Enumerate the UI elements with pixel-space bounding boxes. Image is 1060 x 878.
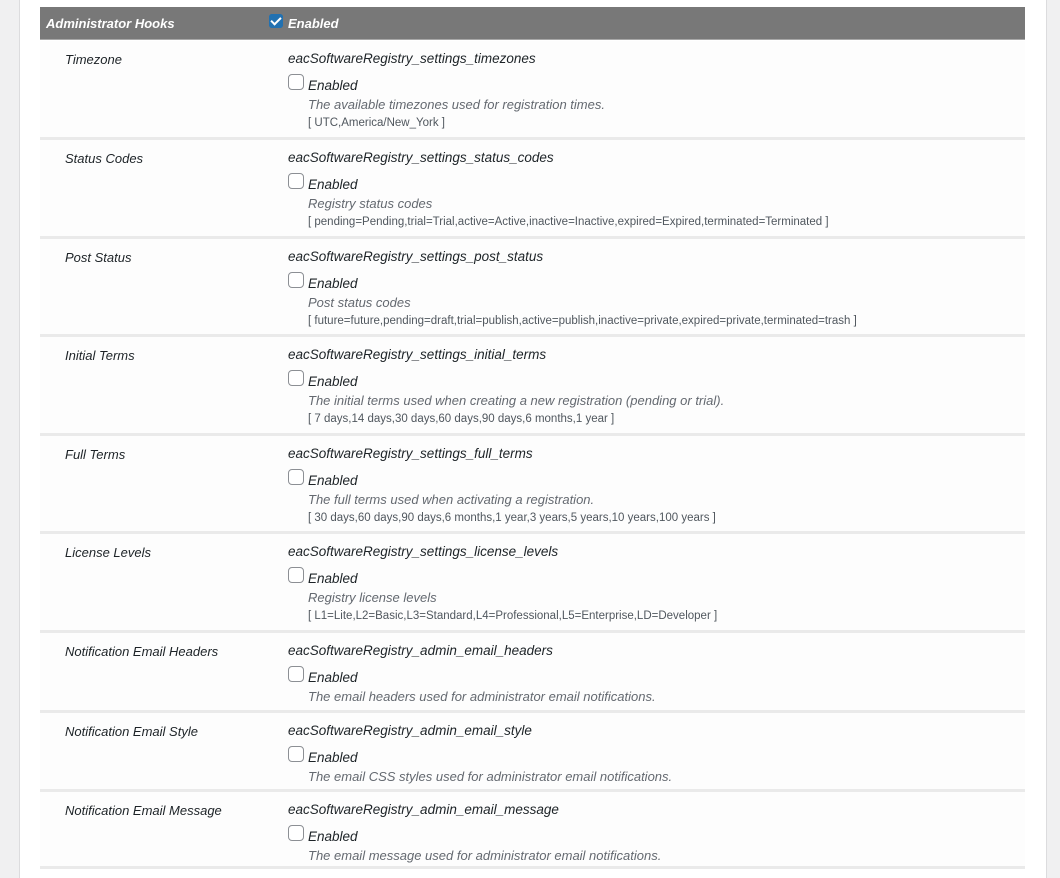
hook-name: eacSoftwareRegistry_admin_email_message (288, 802, 559, 817)
enabled-label[interactable]: Enabled (308, 571, 358, 586)
row-label: Full Terms (65, 447, 126, 462)
enabled-checkbox[interactable] (288, 272, 304, 288)
enabled-checkbox[interactable] (288, 370, 304, 386)
hook-row-license-levels (40, 534, 1025, 633)
section-enabled-label[interactable]: Enabled (288, 16, 339, 31)
hook-name: eacSoftwareRegistry_settings_timezones (288, 51, 536, 66)
hook-name: eacSoftwareRegistry_admin_email_headers (288, 643, 553, 658)
hook-name: eacSoftwareRegistry_settings_license_levels (288, 544, 559, 559)
row-label: License Levels (65, 545, 151, 560)
row-label: Notification Email Style (65, 724, 198, 739)
hook-row-post-status (40, 239, 1025, 337)
hook-values: [ pending=Pending,trial=Trial,active=Active,inactive=Inactive,expired=Expired,terminated=Terminated ] (308, 216, 829, 228)
enabled-label[interactable]: Enabled (308, 276, 358, 291)
administrator-hooks-table (40, 7, 1025, 863)
hook-values: [ L1=Lite,L2=Basic,L3=Standard,L4=Professional,L5=Enterprise,LD=Developer ] (308, 610, 718, 622)
checkmark-icon (269, 14, 283, 28)
hook-row-status-codes (40, 140, 1025, 239)
enabled-checkbox[interactable] (288, 74, 304, 90)
hook-name: eacSoftwareRegistry_settings_full_terms (288, 446, 533, 461)
hook-description: The available timezones used for registration times. (308, 97, 605, 112)
hook-name: eacSoftwareRegistry_admin_email_style (288, 723, 532, 738)
row-label: Notification Email Message (65, 803, 222, 818)
enabled-label[interactable]: Enabled (308, 473, 358, 488)
enabled-label[interactable]: Enabled (308, 78, 358, 93)
enabled-label[interactable]: Enabled (308, 829, 358, 844)
row-label: Notification Email Headers (65, 644, 219, 659)
enabled-label[interactable]: Enabled (308, 374, 358, 389)
hook-description: Post status codes (308, 295, 411, 310)
hook-description: The full terms used when activating a registration. (308, 492, 595, 507)
hook-description: The initial terms used when creating a new registration (pending or trial). (308, 393, 725, 408)
hook-values: [ 30 days,60 days,90 days,6 months,1 year,3 years,5 years,10 years,100 years ] (308, 512, 716, 524)
section-title: Administrator Hooks (46, 16, 175, 31)
hook-description: The email message used for administrator email notifications. (308, 848, 662, 863)
hook-values: [ UTC,America/New_York ] (308, 117, 445, 129)
enabled-checkbox[interactable] (288, 173, 304, 189)
hook-row-notification-email-message (40, 792, 1025, 869)
hook-description: Registry status codes (308, 196, 433, 211)
hook-description: The email headers used for administrator email notifications. (308, 689, 656, 704)
hook-name: eacSoftwareRegistry_settings_status_codes (288, 150, 554, 165)
section-header (40, 7, 1025, 40)
enabled-checkbox[interactable] (288, 666, 304, 682)
hook-row-notification-email-headers (40, 633, 1025, 713)
enabled-checkbox[interactable] (288, 567, 304, 583)
hook-row-notification-email-style (40, 713, 1025, 792)
row-label: Status Codes (65, 151, 144, 166)
enabled-checkbox[interactable] (288, 469, 304, 485)
row-label: Post Status (65, 250, 132, 265)
hook-row-timezone (40, 41, 1025, 140)
enabled-checkbox[interactable] (288, 825, 304, 841)
hook-description: Registry license levels (308, 590, 437, 605)
hook-values: [ future=future,pending=draft,trial=publish,active=publish,inactive=private,expired=private,terminated=trash ] (308, 315, 857, 327)
row-label: Initial Terms (65, 348, 135, 363)
section-enabled-checkbox[interactable] (269, 14, 283, 28)
hook-description: The email CSS styles used for administrator email notifications. (308, 769, 673, 784)
hook-values: [ 7 days,14 days,30 days,60 days,90 days,6 months,1 year ] (308, 413, 615, 425)
hook-name: eacSoftwareRegistry_settings_post_status (288, 249, 544, 264)
row-label: Timezone (65, 52, 122, 67)
enabled-checkbox[interactable] (288, 746, 304, 762)
enabled-label[interactable]: Enabled (308, 750, 358, 765)
hook-row-full-terms (40, 436, 1025, 534)
hook-row-initial-terms (40, 337, 1025, 436)
hook-name: eacSoftwareRegistry_settings_initial_terms (288, 347, 547, 362)
enabled-label[interactable]: Enabled (308, 670, 358, 685)
enabled-label[interactable]: Enabled (308, 177, 358, 192)
